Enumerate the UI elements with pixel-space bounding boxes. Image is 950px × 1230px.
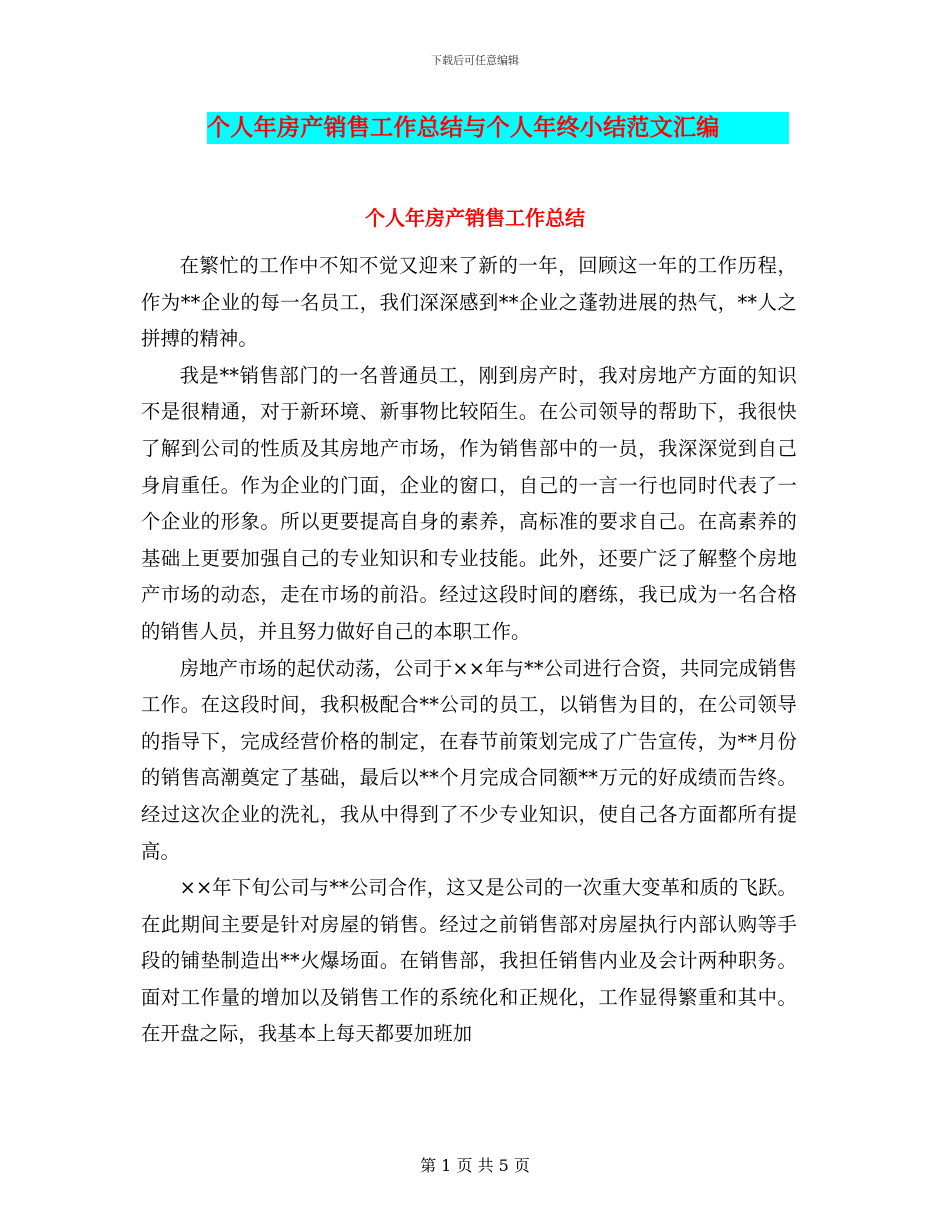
page-header-note: 下载后可任意编辑 [431,54,519,67]
main-title: 个人年房产销售工作总结与个人年终小结范文汇编 [207,114,720,141]
main-title-highlight [207,112,789,144]
body-paragraph: ××年下旬公司与**公司合作，这又是公司的一次重大变革和质的飞跃。在此期间主要是针对房屋的销售。经过之前销售部对房屋执行内部认购等手段的铺垫制造出**火爆场面。在销售部，我担任销售内业及会计两种职务。面对工作量的增加以及销售工作的系统化和正规化，工作显得繁重和其中。在开盘之际，我基本上每天都要加班加 [141,876,797,1046]
section-title: 个人年房产销售工作总结 [365,206,585,230]
body-paragraph: 房地产市场的起伏动荡，公司于××年与**公司进行合资，共同完成销售工作。在这段时间，我积极配合**公司的员工，以销售为目的，在公司领导的指导下，完成经营价格的制定，在春节前策划完成了广告宣传，为**月份的销售高潮奠定了基础，最后以**个月完成合同额**万元的好成绩而告终。经过这次企业的洗礼，我从中得到了不少专业知识，使自己各方面都所有提高。 [141,656,797,863]
body-paragraph: 在繁忙的工作中不知不觉又迎来了新的一年，回顾这一年的工作历程，作为**企业的每一名员工，我们深深感到**企业之蓬勃进展的热气，**人之拼搏的精神。 [141,254,797,351]
page-number-footer: 第 1 页 共 5 页 [420,1156,530,1175]
body-paragraph: 我是**销售部门的一名普通员工，刚到房产时，我对房地产方面的知识不是很精通，对于新环境、新事物比较陌生。在公司领导的帮助下，我很快了解到公司的性质及其房地产市场，作为销售部中的一员，我深深觉到自己身肩重任。作为企业的门面，企业的窗口，自己的一言一行也同时代表了一个企业的形象。所以更要提高自身的素养，高标准的要求自己。在高素养的基础上更要加强自己的专业知识和专业技能。此外，还要广泛了解整个房地产市场的动态，走在市场的前沿。经过这段时间的磨练，我已成为一名合格的销售人员，并且努力做好自己的本职工作。 [141,363,797,643]
document-body [141,248,797,1053]
